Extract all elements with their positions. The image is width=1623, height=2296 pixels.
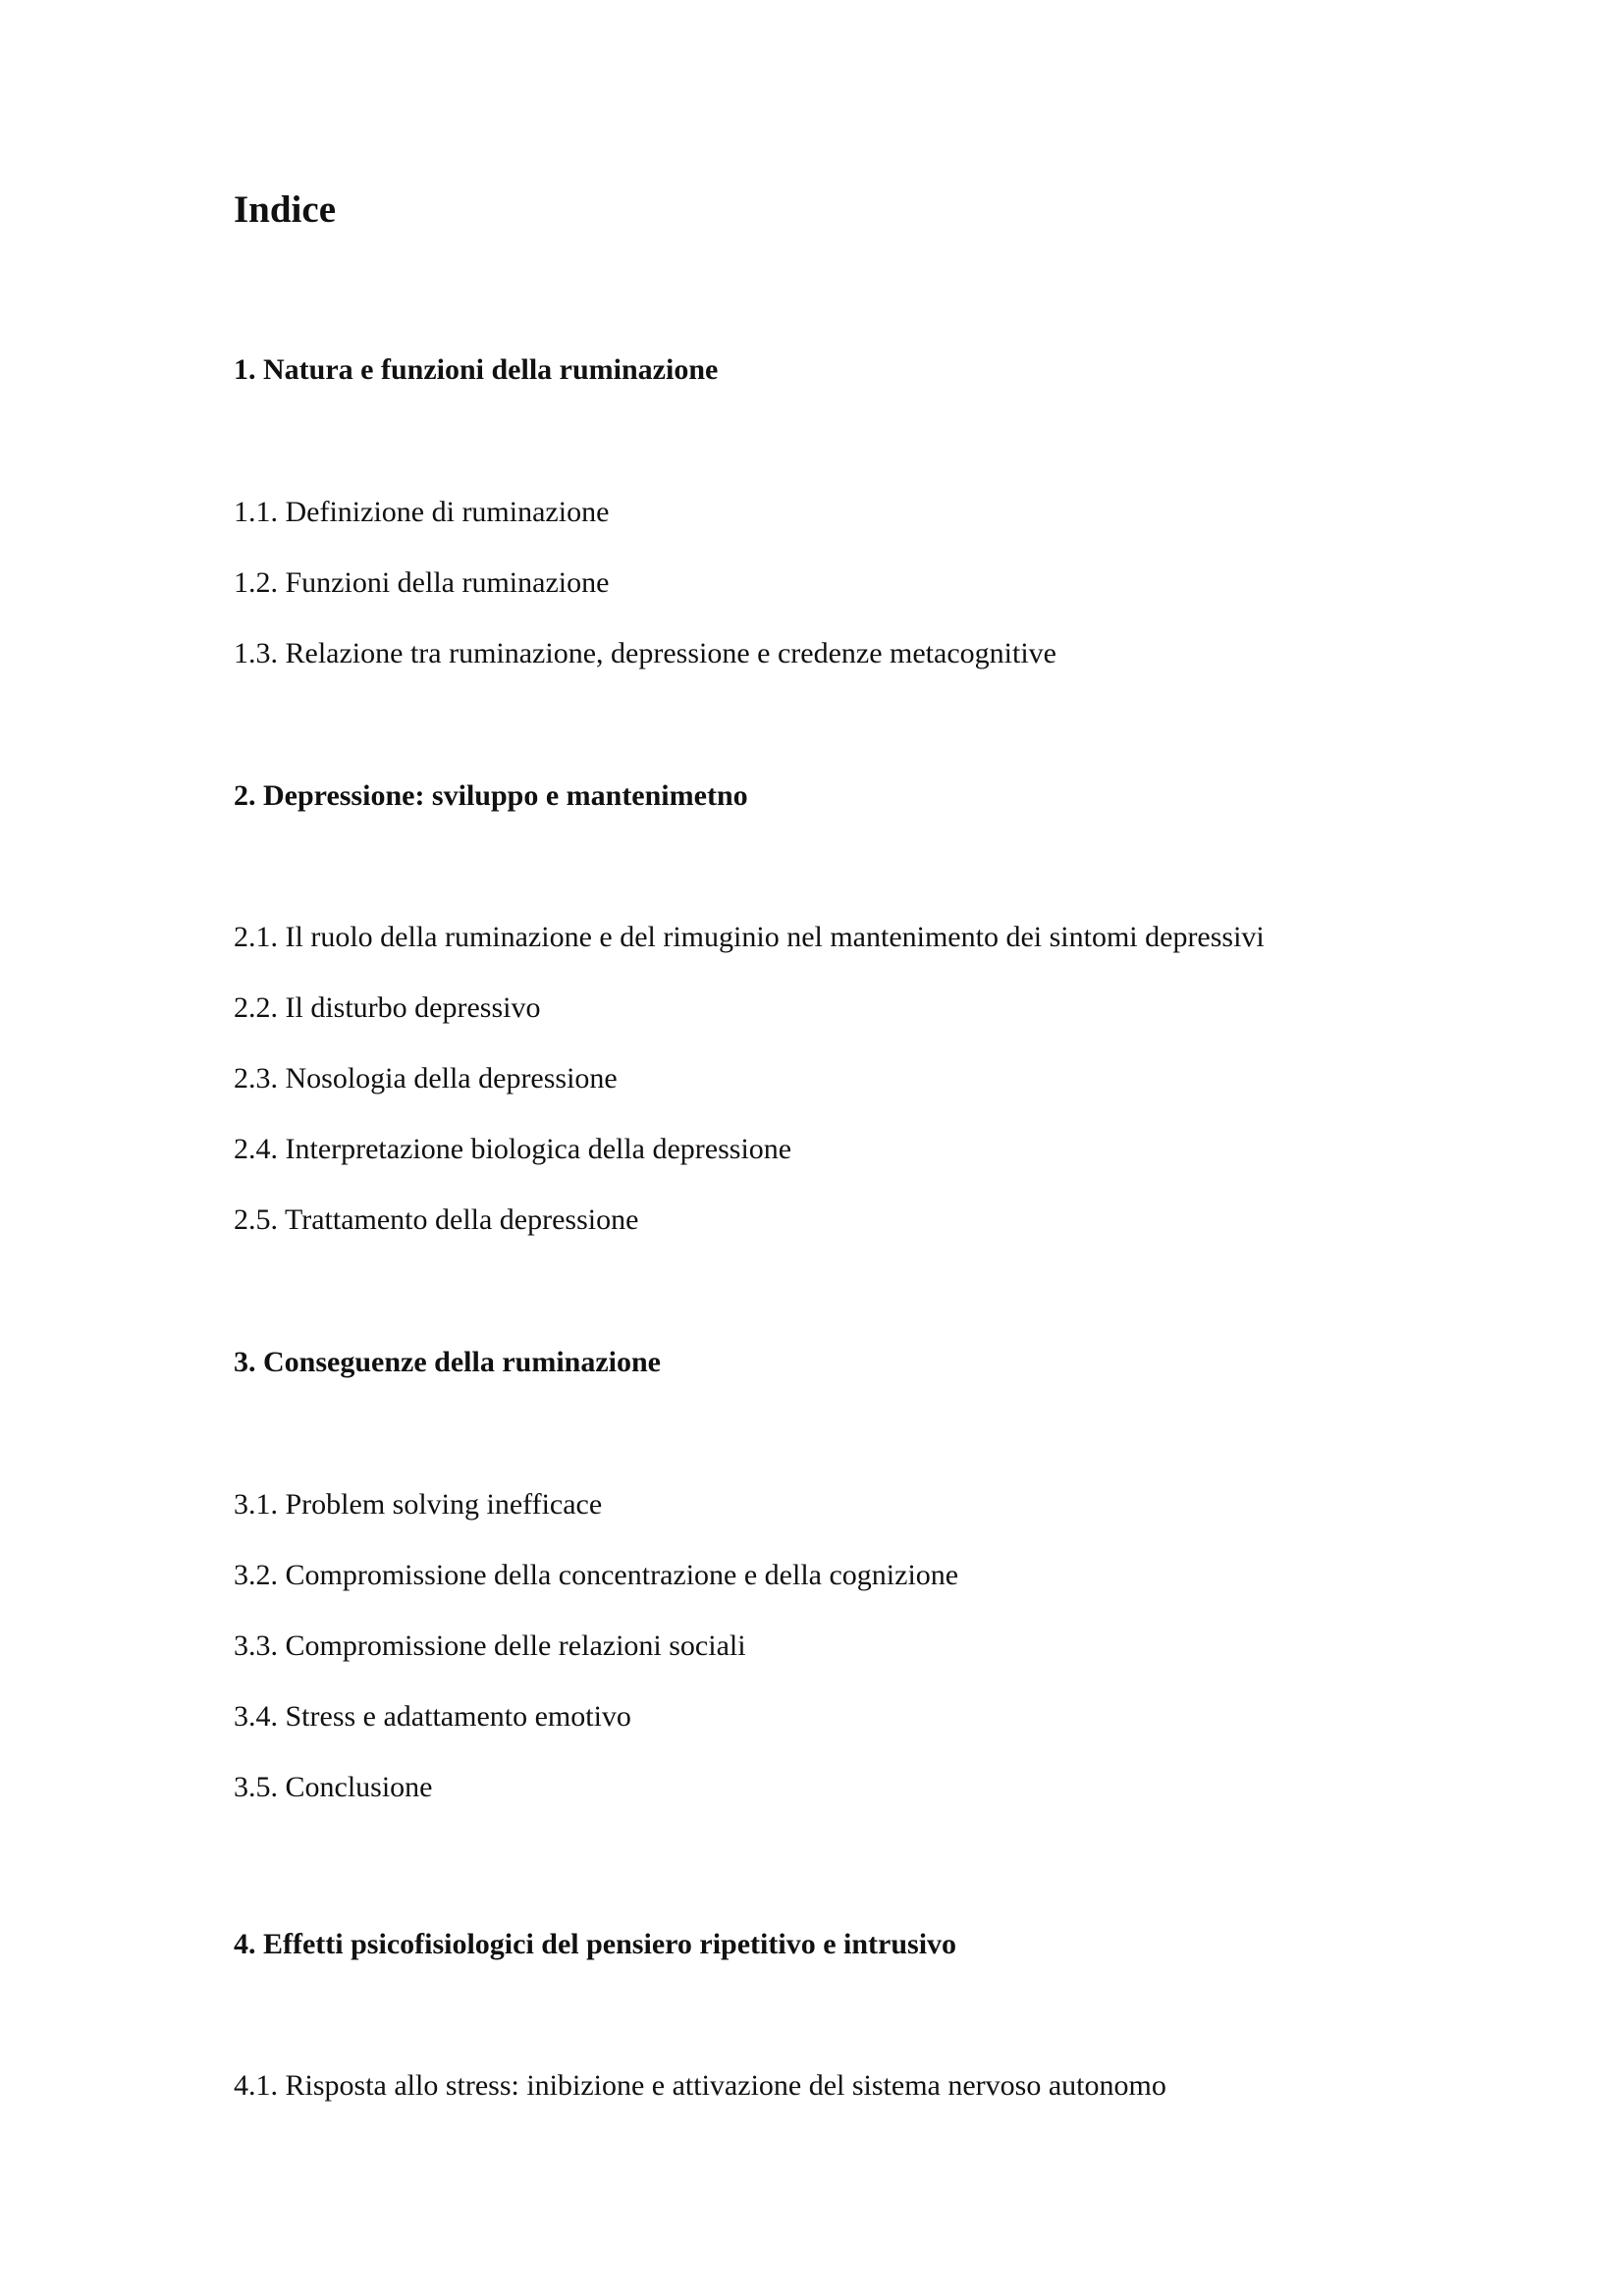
toc-entry: 3.5. Conclusione bbox=[234, 1771, 433, 1803]
toc-entry: 2.3. Nosologia della depressione bbox=[234, 1062, 618, 1095]
toc-entry: 1.2. Funzioni della ruminazione bbox=[234, 566, 610, 599]
toc-entry: 2.1. Il ruolo della ruminazione e del rimuginio nel mantenimento dei sintomi depressivi bbox=[234, 921, 1265, 953]
toc-entry: 4.1. Risposta allo stress: inibizione e attivazione del sistema nervoso autonomo bbox=[234, 2069, 1166, 2102]
toc-entry: 3.1. Problem solving inefficace bbox=[234, 1488, 603, 1521]
toc-entry: 3.4. Stress e adattamento emotivo bbox=[234, 1700, 631, 1733]
toc-entry: 2.4. Interpretazione biologica della depressione bbox=[234, 1133, 792, 1165]
toc-entry: 1.3. Relazione tra ruminazione, depressione e credenze metacognitive bbox=[234, 637, 1056, 669]
toc-entry: 3.2. Compromissione della concentrazione e della cognizione bbox=[234, 1559, 959, 1591]
toc-entry: 3.3. Compromissione delle relazioni sociali bbox=[234, 1629, 746, 1662]
chapter-heading: 3. Conseguenze della ruminazione bbox=[234, 1346, 661, 1378]
chapter-heading: 4. Effetti psicofisiologici del pensiero ripetitivo e intrusivo bbox=[234, 1928, 957, 1960]
chapter-heading: 2. Depressione: sviluppo e mantenimetno bbox=[234, 779, 748, 812]
toc-entry: 1.1. Definizione di ruminazione bbox=[234, 496, 610, 528]
toc-title: Indice bbox=[234, 188, 337, 231]
toc-entry: 2.5. Trattamento della depressione bbox=[234, 1203, 639, 1236]
toc-entry: 2.2. Il disturbo depressivo bbox=[234, 991, 541, 1024]
chapter-heading: 1. Natura e funzioni della ruminazione bbox=[234, 353, 719, 386]
